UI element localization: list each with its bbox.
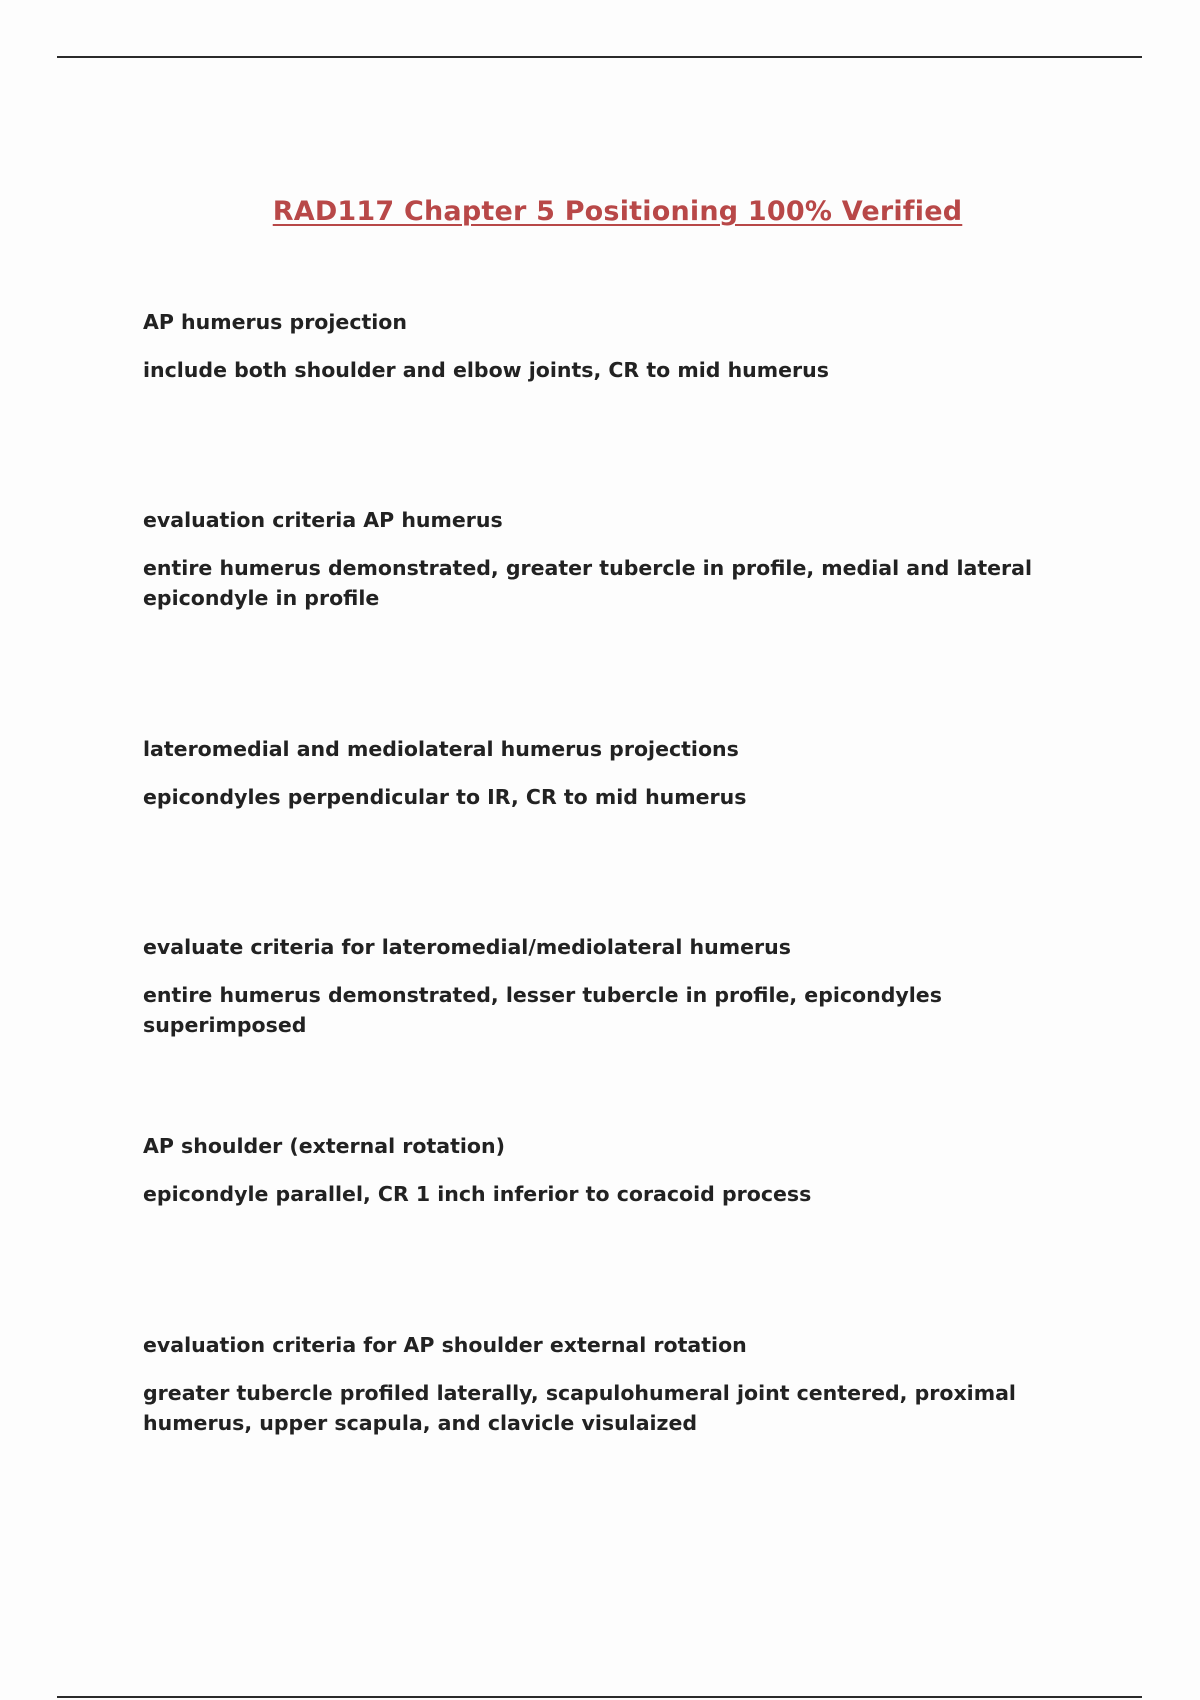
flashcard	[143, 734, 1093, 812]
card-definition: greater tubercle profiled laterally, scapulohumeral joint centered, proximal humerus, upper scapula, and clavicle visulaized	[143, 1381, 1016, 1435]
card-term: AP humerus projection	[143, 310, 407, 334]
card-definition: include both shoulder and elbow joints, CR to mid humerus	[143, 358, 829, 382]
flashcard	[143, 932, 1093, 1040]
flashcard	[143, 307, 1093, 385]
card-term: evaluate criteria for lateromedial/mediolateral humerus	[143, 935, 791, 959]
card-definition: epicondyles perpendicular to IR, CR to mid humerus	[143, 785, 747, 809]
flashcard	[143, 1330, 1093, 1438]
card-definition: epicondyle parallel, CR 1 inch inferior to coracoid process	[143, 1182, 812, 1206]
card-term: evaluation criteria for AP shoulder external rotation	[143, 1333, 747, 1357]
card-term: AP shoulder (external rotation)	[143, 1134, 505, 1158]
card-definition: entire humerus demonstrated, lesser tubercle in profile, epicondyles superimposed	[143, 983, 942, 1037]
header-rule	[57, 56, 1142, 58]
document-title: RAD117 Chapter 5 Positioning 100% Verified	[272, 196, 963, 227]
flashcard	[143, 505, 1093, 613]
flashcard	[143, 1131, 1093, 1209]
card-term: lateromedial and mediolateral humerus projections	[143, 737, 739, 761]
card-term: evaluation criteria AP humerus	[143, 508, 503, 532]
footer-rule	[57, 1696, 1142, 1698]
card-definition: entire humerus demonstrated, greater tubercle in profile, medial and lateral epicondyle in profile	[143, 556, 1033, 610]
